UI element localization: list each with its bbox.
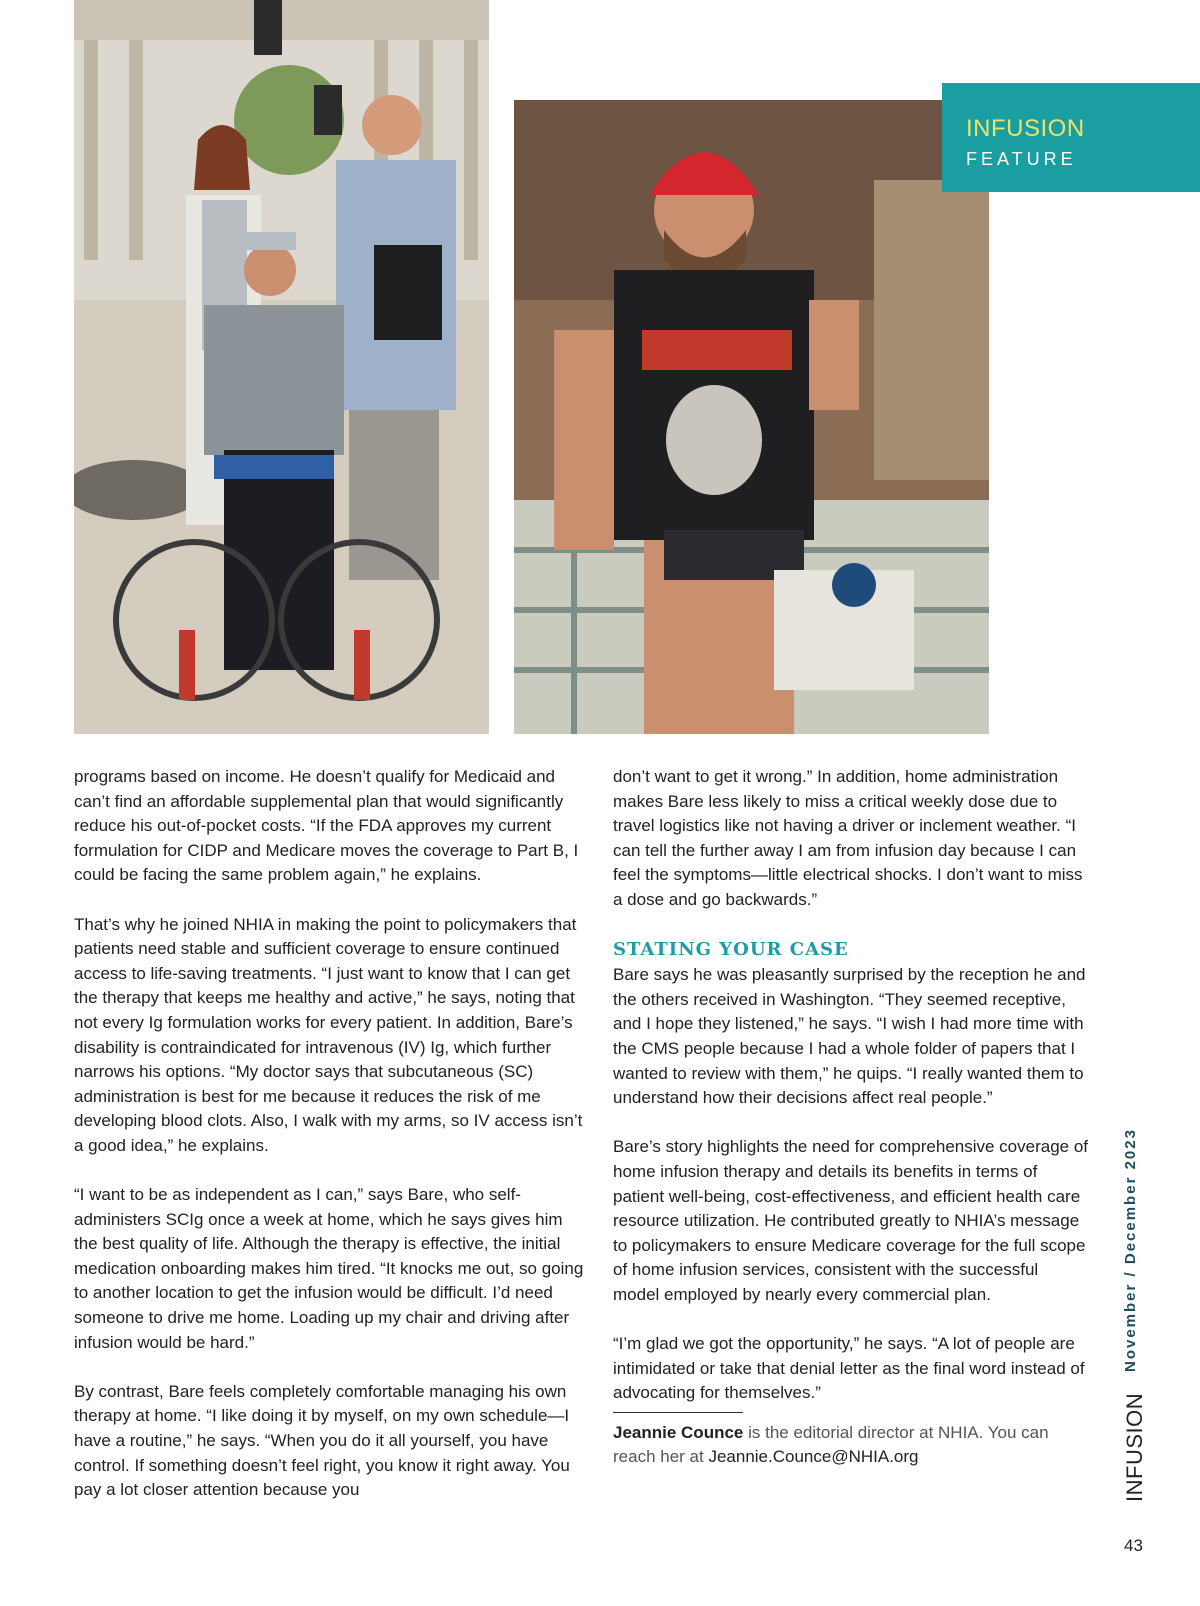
bio-divider [613,1412,743,1413]
patient-home-infusion-photo [514,100,989,734]
author-bio [613,1421,1089,1470]
issue-sidebar [1122,1112,1152,1502]
article-column-left [74,765,584,1527]
magazine-name: INFUSION [1122,1392,1147,1502]
feature-label: FEATURE [966,149,1077,169]
body-paragraph: By contrast, Bare feels completely comfortable managing his own therapy at home. “I like doing it by myself, on my own schedule—I have a routine,” he says. “When you do it all yourself, you have control. If something doesn’t feel right, you know it right away. You pay a lot closer attention because you [74,1381,570,1500]
body-paragraph: programs based on income. He doesn’t qualify for Medicaid and can’t find an affordable supplemental plan that would significantly reduce his out-of-pocket costs. “If the FDA approves my current formulation for CIDP and Medicare moves the coverage to Part B, I could be facing the same problem again,” he explains. [74,767,579,885]
article-column-right [613,765,1089,1495]
author-name: Jeannie Counce [613,1422,744,1442]
body-paragraph: Bare’s story highlights the need for comprehensive coverage of home infusion therapy and details its benefits in terms of patient well-being, cost-effectiveness, and efficient health care resource utilization. He contributed greatly to NHIA’s message to policymakers to ensure Medicare coverage for the full scope of home infusion services, consistent with the successful model employed by nearly every commercial plan. [613,1137,1089,1304]
issue-date: November / December 2023 [1122,1128,1139,1372]
feature-banner [942,83,1200,192]
body-paragraph: That’s why he joined NHIA in making the point to policymakers that patients need stable and sufficient coverage to ensure continued access to life-saving treatments. “I just want to know that I can get the therapy that keeps me healthy and active,” he says, noting that not every Ig formulation works for every patient. In addition, Bare’s disability is contraindicated for intravenous (IV) Ig, which further narrows his options. “My doctor says that subcutaneous (SC) administration is best for me because it reduces the risk of me developing blood clots. Also, I walk with my arms, so IV access isn’t a good idea,” he explains. [74,914,583,1155]
page-number: 43 [1124,1536,1143,1555]
body-paragraph: “I’m glad we got the opportunity,” he says. “A lot of people are intimidated or take that denial letter as the final word instead of advocating for themselves.” [613,1334,1085,1403]
body-paragraph: Bare says he was pleasantly surprised by the reception he and the others received in Washington. “They seemed receptive, and I hope they listened,” he says. “I wish I had more time with the CMS people because I had a whole folder of papers that I wanted to review with them,” he quips. “I really wanted them to understand how their decisions affect real people.” [613,965,1086,1108]
infusion-logo: INFUSION [966,115,1085,142]
bio-text: is the editorial director at NHIA. You can reach her at [613,1422,1049,1467]
capitol-group-photo [74,0,489,734]
body-paragraph: don’t want to get it wrong.” In addition, home administration makes Bare less likely to miss a critical weekly dose due to travel logistics like not having a driver or inclement weather. “I can tell the further away I am from infusion day because I can feel the symptoms—little electrical shocks. I don’t want to miss a dose and go backwards.” [613,767,1083,909]
author-email-link[interactable]: Jeannie.Counce@NHIA.org [708,1447,919,1467]
body-paragraph: “I want to be as independent as I can,” says Bare, who self-administers SCIg once a week at home, which he says gives him the best quality of life. Although the therapy is effective, the initial medication onboarding makes him tired. “It knocks me out, so going to another location to get the infusion would be difficult. I’d need someone to drive me home. Loading up my chair and driving after infusion would be hard.” [74,1185,584,1352]
section-heading: STATING YOUR CASE [613,939,849,961]
